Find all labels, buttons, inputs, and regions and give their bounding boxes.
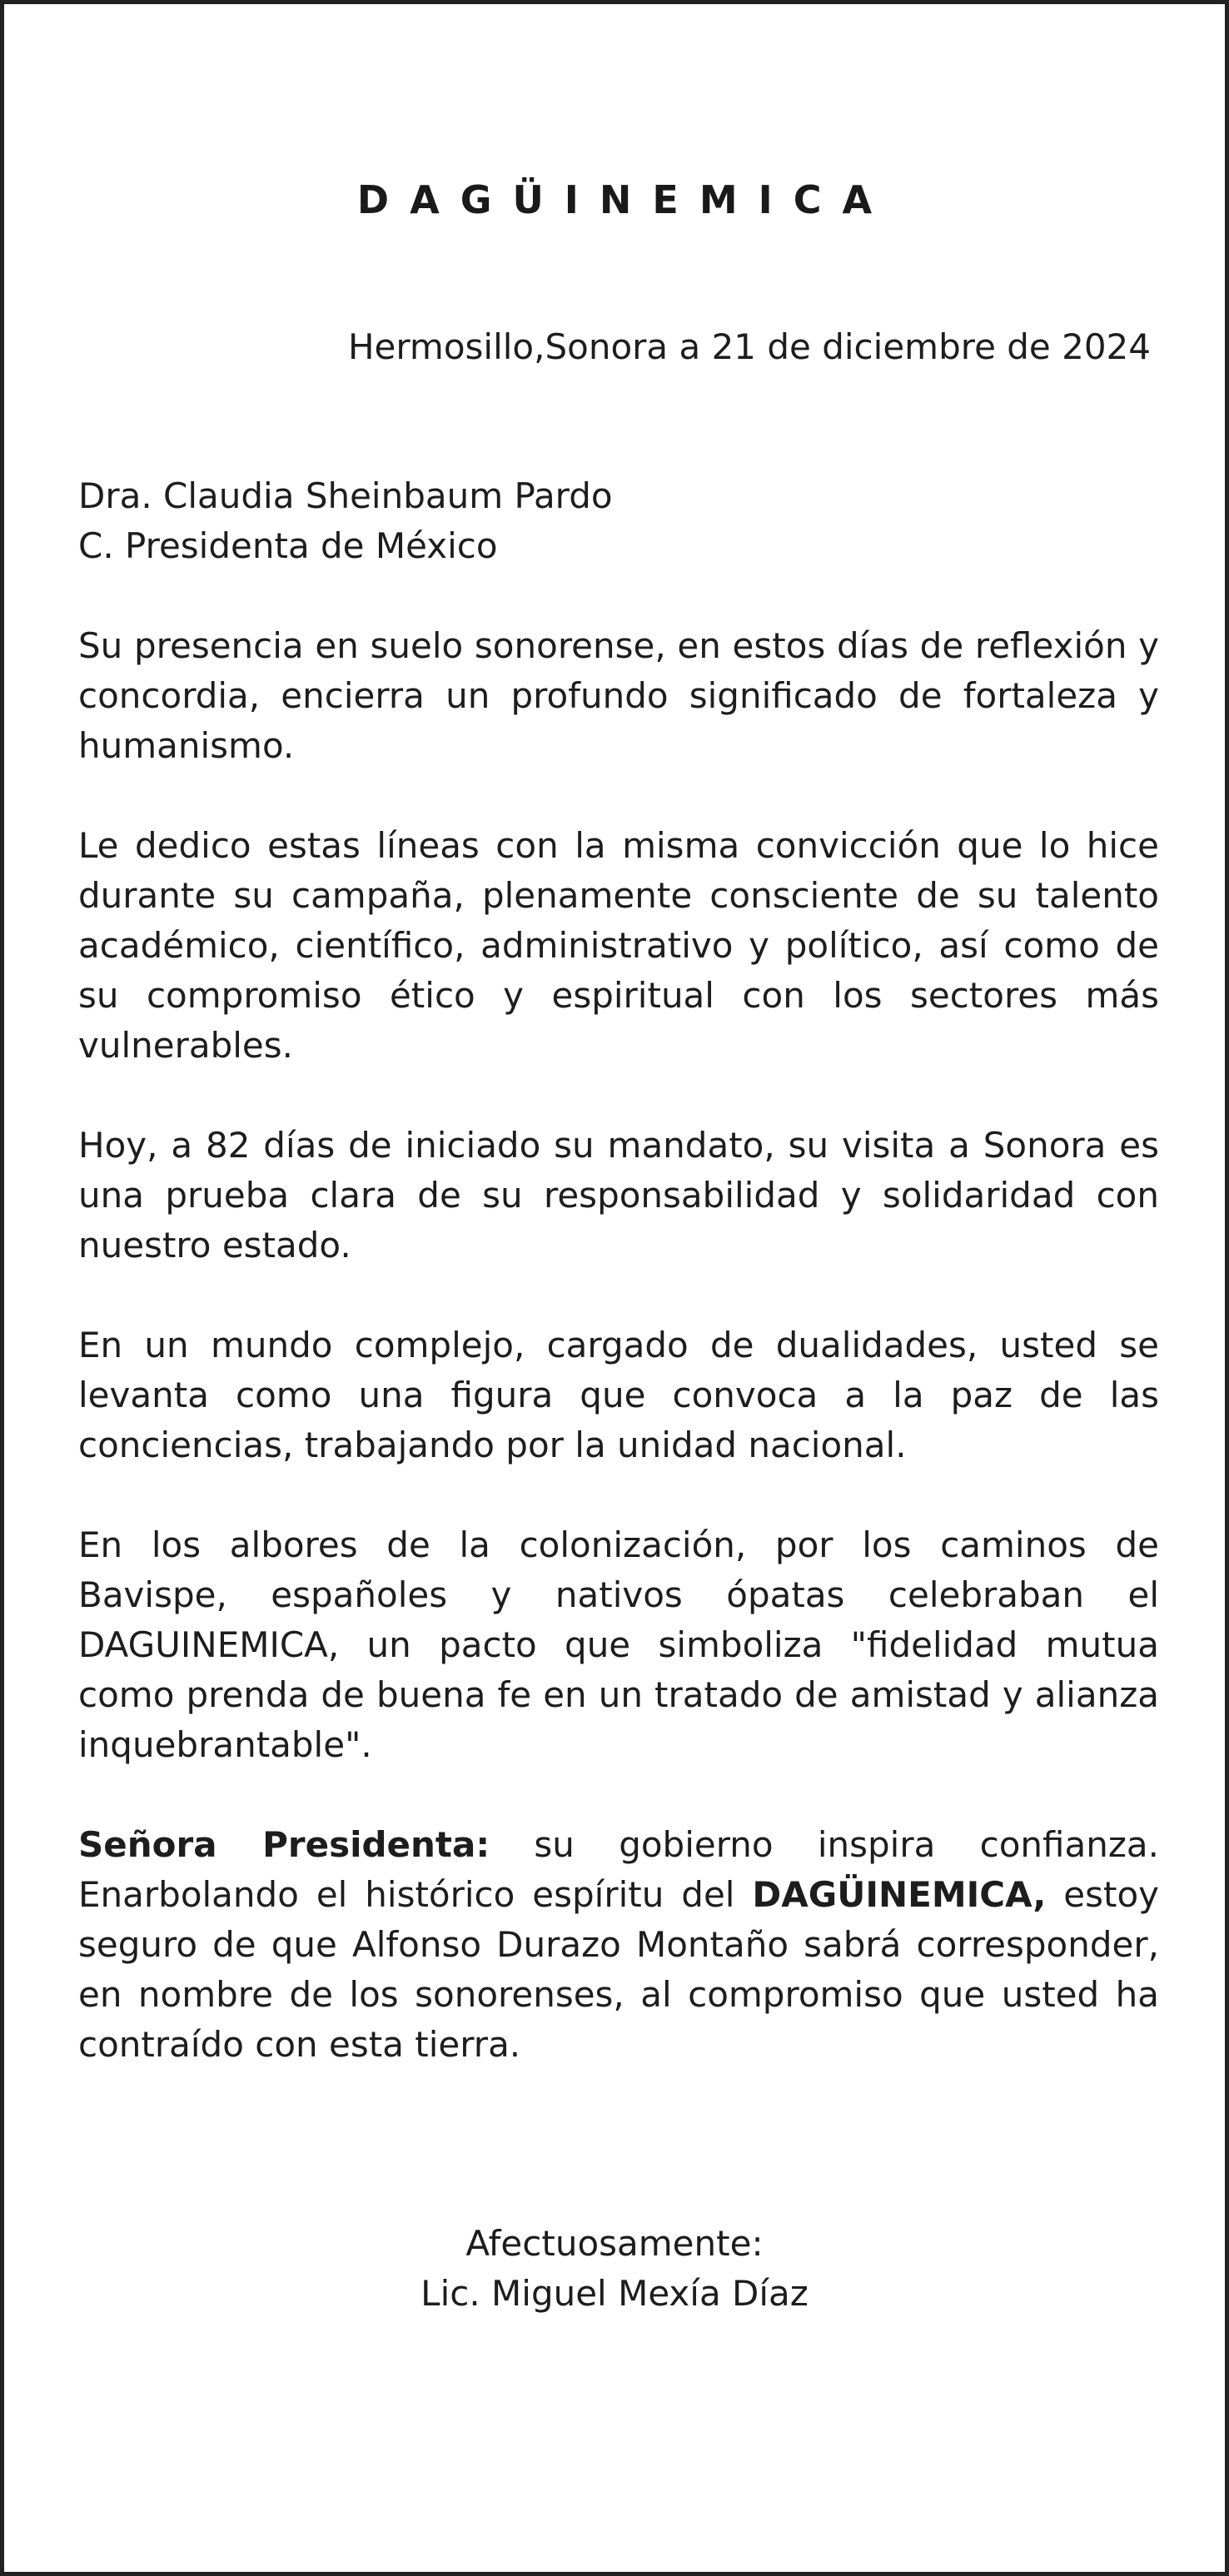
paragraph-2: Le dedico estas líneas con la misma convicción que lo hice durante su campaña, plenamente consciente de su talento académico, científico, administrativo y político, así como de su compromiso ético y espiritual con los sectores más vulnerables. xyxy=(78,825,1159,1066)
paragraph-final xyxy=(78,1820,1159,2070)
closing-block xyxy=(4,2219,1225,2319)
emphasis-bold: DAGÜINEMICA, xyxy=(752,1874,1047,1915)
paragraph-3: Hoy, a 82 días de iniciado su mandato, su visita a Sonora es una prueba clara de su responsabilidad y solidaridad con nuestro estado. xyxy=(78,1125,1159,1266)
recipient-name: Dra. Claudia Sheinbaum Pardo xyxy=(78,475,613,516)
final-text-part-1: su gobierno inspira confianza. Enarbolando el histórico espíritu del xyxy=(78,1824,1159,1915)
place-and-date: Hermosillo,Sonora a 21 de diciembre de 2024 xyxy=(347,326,1151,367)
letter-heading: DAGÜINEMICA xyxy=(356,177,893,222)
final-text-part-2: estoy seguro de que Alfonso Durazo Montaño sabrá corresponder, en nombre de los sonorenses, al compromiso que usted ha contraído con esta tierra. xyxy=(78,1874,1159,2065)
recipient-title: C. Presidenta de México xyxy=(78,525,498,566)
closing-phrase: Afectuosamente: xyxy=(465,2223,764,2264)
salutation-bold: Señora Presidenta: xyxy=(78,1824,490,1865)
paragraph-4: En un mundo complejo, cargado de dualidades, usted se levanta como una figura que convoca a la paz de las conciencias, trabajando por la unidad nacional. xyxy=(78,1325,1159,1465)
recipient-block xyxy=(78,471,1159,571)
paragraph-5: En los albores de la colonización, por los caminos de Bavispe, españoles y nativos ópatas celebraban el DAGUINEMICA, un pacto que simboliza "fidelidad mutua como prenda de buena fe en un tratado de amistad y alianza inquebrantable". xyxy=(78,1524,1159,1765)
signature-name: Lic. Miguel Mexía Díaz xyxy=(420,2273,809,2314)
paragraph-1: Su presencia en suelo sonorense, en estos días de reflexión y concordia, encierra un profundo significado de fortaleza y humanismo. xyxy=(78,625,1159,766)
